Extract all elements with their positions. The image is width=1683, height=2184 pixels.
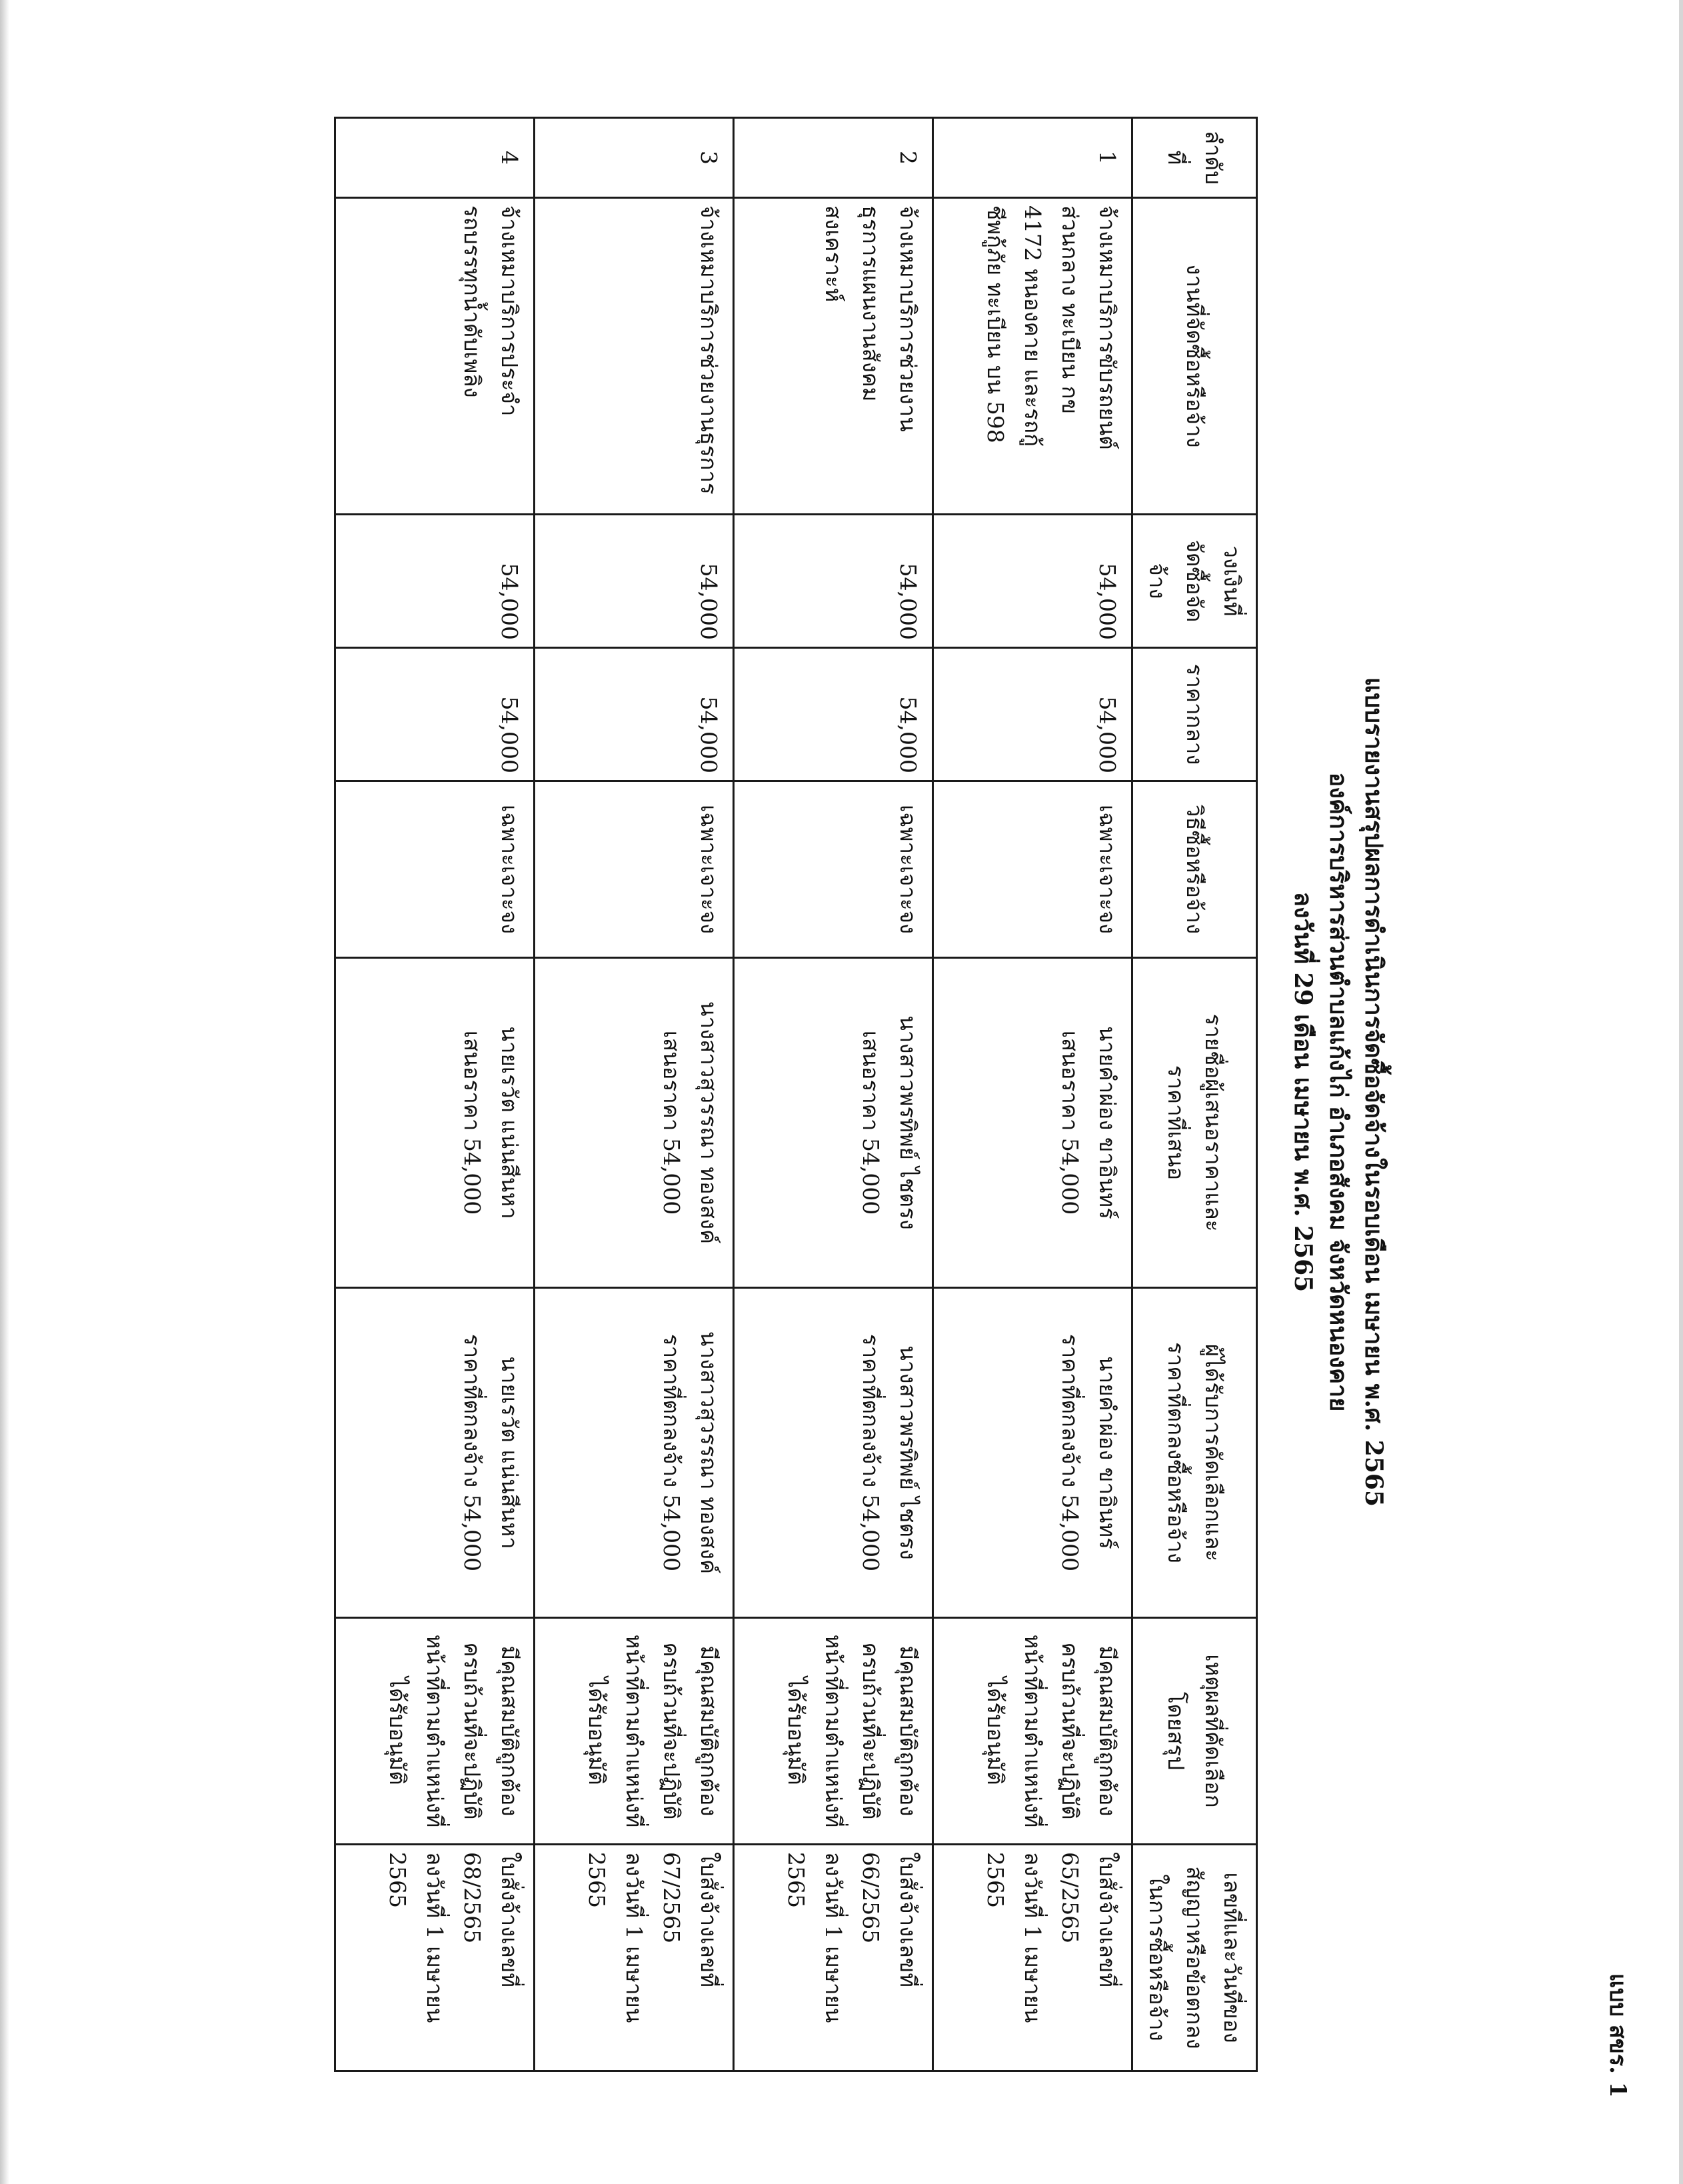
table-row: [335, 118, 535, 2071]
cell-budget: 54,000: [335, 515, 535, 648]
header-median-price: ราคากลาง: [1132, 648, 1257, 781]
cell-work: จ้างเหมาบริการประจำ รถบรรทุกน้ำดับเพลิง: [335, 198, 535, 515]
cell-winner: นายเรวัต แน่นสีนหา ราคาที่ตกลงจ้าง 54,000: [335, 1288, 535, 1618]
cell-budget: 54,000: [535, 515, 734, 648]
cell-median-price: 54,000: [933, 648, 1132, 781]
cell-reason: มีคุณสมบัติถูกต้อง ครบถ้วนที่จะปฏิบัติ หน้าที่ตามตำแหน่งที่ ได้รับอนุมัติ: [535, 1618, 734, 1845]
cell-reason: มีคุณสมบัติถูกต้อง ครบถ้วนที่จะปฏิบัติ หน้าที่ตามตำแหน่งที่ ได้รับอนุมัติ: [734, 1618, 933, 1845]
cell-work: จ้างเหมาบริการช่วยงาน ธุรการแผนงานสังคม สงเคราะห์: [734, 198, 933, 515]
header-winner: ผู้ได้รับการคัดเลือกและ ราคาที่ตกลงซื้อหรือจ้าง: [1132, 1288, 1257, 1618]
cell-contract: ใบสั่งจ้างเลขที่ 65/2565 ลงวันที่ 1 เมษายน 2565: [933, 1845, 1132, 2071]
cell-reason: มีคุณสมบัติถูกต้อง ครบถ้วนที่จะปฏิบัติ หน้าที่ตามตำแหน่งที่ ได้รับอนุมัติ: [335, 1618, 535, 1845]
header-reason: เหตุผลที่คัดเลือก โดยสรุป: [1132, 1618, 1257, 1845]
cell-method: เฉพาะเจาะจง: [335, 781, 535, 958]
cell-bidders: นายเรวัต แน่นสีนหา เสนอราคา 54,000: [335, 958, 535, 1288]
report-title: แบบรายงานสรุปผลการดำเนินการจัดซื้อจัดจ้างในรอบเดือน เมษายน พ.ศ. 2565: [1360, 677, 1388, 1507]
cell-contract: ใบสั่งจ้างเลขที่ 68/2565 ลงวันที่ 1 เมษายน 2565: [335, 1845, 535, 2071]
cell-bidders: นางสาวสุวรรณา ทองสงค์ เสนอราคา 54,000: [535, 958, 734, 1288]
table-row: [933, 118, 1132, 2071]
cell-contract: ใบสั่งจ้างเลขที่ 67/2565 ลงวันที่ 1 เมษายน 2565: [535, 1845, 734, 2071]
cell-method: เฉพาะเจาะจง: [535, 781, 734, 958]
cell-contract: ใบสั่งจ้างเลขที่ 66/2565 ลงวันที่ 1 เมษายน 2565: [734, 1845, 933, 2071]
cell-median-price: 54,000: [335, 648, 535, 781]
cell-no: 1: [933, 118, 1132, 198]
cell-reason: มีคุณสมบัติถูกต้อง ครบถ้วนที่จะปฏิบัติ หน้าที่ตามตำแหน่งที่ ได้รับอนุมัติ: [933, 1618, 1132, 1845]
cell-budget: 54,000: [933, 515, 1132, 648]
cell-work: จ้างเหมาบริการช่วยงานธุรการ: [535, 198, 734, 515]
procurement-table: [334, 117, 1258, 2072]
header-bidders: รายชื่อผู้เสนอราคาและ ราคาที่เสนอ: [1132, 958, 1257, 1288]
cell-bidders: นายคำผ่อง ขาอินทร์ เสนอราคา 54,000: [933, 958, 1132, 1288]
cell-winner: นายคำผ่อง ขาอินทร์ ราคาที่ตกลงจ้าง 54,000: [933, 1288, 1132, 1618]
cell-work: จ้างเหมาบริการขับรถยนต์ ส่วนกลาง ทะเบียน กข 4172 หนองคาย และรถกู้ ชีพกู้ภัย ทะเบียน บน 598: [933, 198, 1132, 515]
table-row: [535, 118, 734, 2071]
header-contract: เลขที่และวันที่ของ สัญญาหรือข้อตกลง ในการซื้อหรือจ้าง: [1132, 1845, 1257, 2071]
header-work: งานที่จัดซื้อหรือจ้าง: [1132, 198, 1257, 515]
report-date: ลงวันที่ 29 เดือน เมษายน พ.ศ. 2565: [1289, 891, 1317, 1293]
cell-method: เฉพาะเจาะจง: [933, 781, 1132, 958]
cell-winner: นางสาวพรทิพย์ ไชตรง ราคาที่ตกลงจ้าง 54,000: [734, 1288, 933, 1618]
organization-name: องค์การบริหารส่วนตำบลแก้งไก่ อำเภอสังคม จังหวัดหนองคาย: [1324, 772, 1352, 1412]
cell-median-price: 54,000: [535, 648, 734, 781]
table-header-row: [1132, 118, 1257, 2071]
cell-no: 3: [535, 118, 734, 198]
cell-no: 2: [734, 118, 933, 198]
cell-median-price: 54,000: [734, 648, 933, 781]
form-code: แบบ สขร. 1: [1604, 1973, 1631, 2098]
cell-winner: นางสาวสุวรรณา ทองสงค์ ราคาที่ตกลงจ้าง 54,000: [535, 1288, 734, 1618]
cell-budget: 54,000: [734, 515, 933, 648]
cell-bidders: นางสาวพรทิพย์ ไชตรง เสนอราคา 54,000: [734, 958, 933, 1288]
header-no: ลำดับ ที่: [1132, 118, 1257, 198]
cell-method: เฉพาะเจาะจง: [734, 781, 933, 958]
header-method: วิธีซื้อหรือจ้าง: [1132, 781, 1257, 958]
cell-no: 4: [335, 118, 535, 198]
header-budget: วงเงินที่ จัดซื้อจัด จ้าง: [1132, 515, 1257, 648]
table-row: [734, 118, 933, 2071]
